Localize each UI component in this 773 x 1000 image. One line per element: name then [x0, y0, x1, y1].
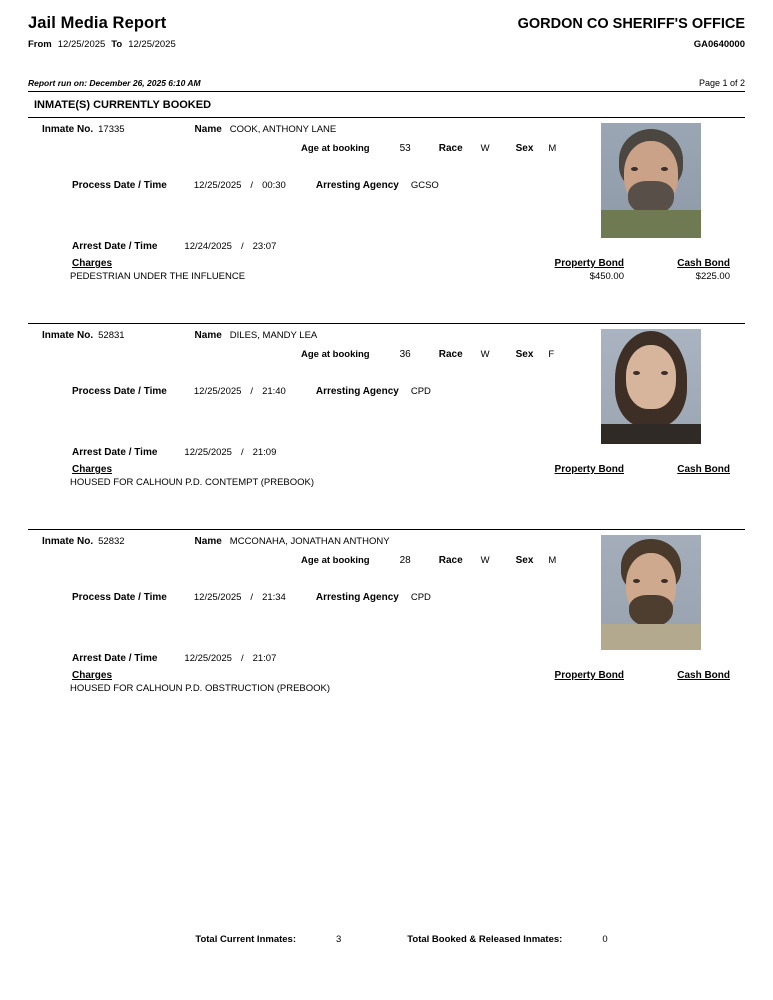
record-row-arrest [28, 653, 745, 664]
age-label: Age at booking [301, 349, 370, 360]
charges-label: Charges [72, 464, 113, 475]
name-label: Name [194, 330, 222, 341]
arrest-separator: / [240, 447, 244, 458]
process-time-value: 21:40 [262, 386, 286, 397]
charge-description: HOUSED FOR CALHOUN P.D. OBSTRUCTION (PREBOOK) [70, 683, 331, 694]
agency-id: GA0640000 [693, 39, 745, 50]
total-booked-released [407, 934, 607, 945]
sex-value: M [548, 555, 557, 566]
mugshot-image [601, 329, 701, 444]
report-run-on: Report run on: December 26, 2025 6:10 AM [28, 78, 201, 88]
process-date-value: 12/25/2025 [193, 180, 242, 191]
from-date: 12/25/2025 [57, 39, 106, 50]
record-row-arrest [28, 241, 745, 252]
property-bond-label: Property Bond [554, 464, 624, 475]
process-time-value: 00:30 [262, 180, 286, 191]
race-label: Race [438, 143, 463, 154]
arrest-date-time-label: Arrest Date / Time [72, 241, 158, 252]
process-date-time-label: Process Date / Time [72, 386, 167, 397]
process-date-value: 12/25/2025 [193, 386, 242, 397]
mugshot-photo [601, 329, 701, 444]
race-label: Race [438, 555, 463, 566]
property-bond-label: Property Bond [554, 670, 624, 681]
sex-value: F [548, 349, 555, 360]
report-title: Jail Media Report [28, 14, 167, 32]
to-label: To [111, 39, 123, 50]
total-booked-released-label: Total Booked & Released Inmates: [407, 934, 563, 945]
date-range [28, 39, 176, 50]
arrest-time-value: 23:07 [252, 241, 277, 252]
arresting-agency-value: CPD [410, 592, 431, 603]
age-label: Age at booking [301, 143, 370, 154]
arrest-separator: / [240, 241, 244, 252]
arrest-time-value: 21:09 [252, 447, 277, 458]
mugshot-image [601, 123, 701, 238]
inmate-no-label: Inmate No. [42, 330, 94, 341]
record-row-charge-headers [28, 670, 745, 681]
run-line [28, 78, 745, 92]
total-current-label: Total Current Inmates: [195, 934, 296, 945]
race-value: W [480, 555, 490, 566]
arresting-agency-label: Arresting Agency [315, 386, 399, 397]
process-time-value: 21:34 [262, 592, 286, 603]
age-label: Age at booking [301, 555, 370, 566]
total-current-inmates [195, 934, 341, 945]
inmate-no-value: 17335 [98, 124, 125, 135]
record-row-charge-values [28, 477, 745, 488]
total-current-value: 3 [336, 934, 342, 945]
record-row-charge-values [28, 271, 745, 282]
record-row-charge-headers [28, 464, 745, 475]
age-value: 36 [399, 349, 411, 360]
inmate-record [28, 117, 745, 323]
header-right [518, 14, 745, 50]
process-date-time-label: Process Date / Time [72, 180, 167, 191]
inmate-no-value: 52832 [98, 536, 125, 547]
header-left [28, 14, 176, 50]
record-row-charge-values [28, 683, 745, 694]
name-value: MCCONAHA, JONATHAN ANTHONY [229, 536, 390, 547]
arresting-agency-label: Arresting Agency [315, 592, 399, 603]
inmate-no-label: Inmate No. [42, 536, 94, 547]
bond-headers [540, 464, 745, 475]
arresting-agency-label: Arresting Agency [315, 180, 399, 191]
to-date: 12/25/2025 [128, 39, 176, 50]
sex-label: Sex [515, 143, 534, 154]
inmate-record [28, 529, 745, 735]
process-separator: / [250, 386, 254, 397]
process-separator: / [250, 180, 254, 191]
arrest-date-value: 12/25/2025 [184, 447, 232, 458]
process-date-value: 12/25/2025 [193, 592, 242, 603]
mugshot-photo [601, 123, 701, 238]
process-date-time-label: Process Date / Time [72, 592, 167, 603]
report-totals [0, 934, 773, 945]
charges-label: Charges [72, 670, 113, 681]
sex-label: Sex [515, 555, 534, 566]
race-value: W [480, 143, 490, 154]
cash-bond-label: Cash Bond [677, 258, 730, 269]
name-value: COOK, ANTHONY LANE [229, 124, 337, 135]
charge-description: PEDESTRIAN UNDER THE INFLUENCE [70, 271, 246, 282]
process-separator: / [250, 592, 254, 603]
arrest-separator: / [240, 653, 244, 664]
arresting-agency-value: GCSO [410, 180, 439, 191]
page-number: Page 1 of 2 [698, 78, 745, 88]
property-bond-value: $450.00 [589, 271, 624, 282]
bond-headers [540, 670, 745, 681]
inmate-record [28, 323, 745, 529]
arrest-date-time-label: Arrest Date / Time [72, 447, 158, 458]
cash-bond-value: $225.00 [695, 271, 730, 282]
sex-label: Sex [515, 349, 534, 360]
race-value: W [480, 349, 490, 360]
name-label: Name [194, 536, 222, 547]
report-header [28, 10, 745, 50]
inmate-no-value: 52831 [98, 330, 125, 341]
charges-label: Charges [72, 258, 113, 269]
bond-headers [540, 258, 745, 269]
section-title: INMATE(S) CURRENTLY BOOKED [34, 99, 212, 111]
name-label: Name [194, 124, 222, 135]
record-row-charge-headers [28, 258, 745, 269]
sex-value: M [548, 143, 557, 154]
property-bond-label: Property Bond [554, 258, 624, 269]
charge-description: HOUSED FOR CALHOUN P.D. CONTEMPT (PREBOOK) [70, 477, 315, 488]
arrest-date-value: 12/25/2025 [184, 653, 232, 664]
total-booked-released-value: 0 [602, 934, 608, 945]
from-label: From [28, 39, 52, 50]
inmate-no-label: Inmate No. [42, 124, 94, 135]
arrest-time-value: 21:07 [252, 653, 277, 664]
race-label: Race [438, 349, 463, 360]
age-value: 53 [399, 143, 411, 154]
age-value: 28 [399, 555, 411, 566]
mugshot-image [601, 535, 701, 650]
arrest-date-value: 12/24/2025 [184, 241, 232, 252]
bond-values [540, 271, 745, 282]
cash-bond-label: Cash Bond [677, 464, 730, 475]
agency-name: GORDON CO SHERIFF'S OFFICE [517, 16, 745, 32]
arrest-date-time-label: Arrest Date / Time [72, 653, 158, 664]
cash-bond-label: Cash Bond [677, 670, 730, 681]
arresting-agency-value: CPD [410, 386, 431, 397]
mugshot-photo [601, 535, 701, 650]
name-value: DILES, MANDY LEA [229, 330, 318, 341]
record-row-arrest [28, 447, 745, 458]
